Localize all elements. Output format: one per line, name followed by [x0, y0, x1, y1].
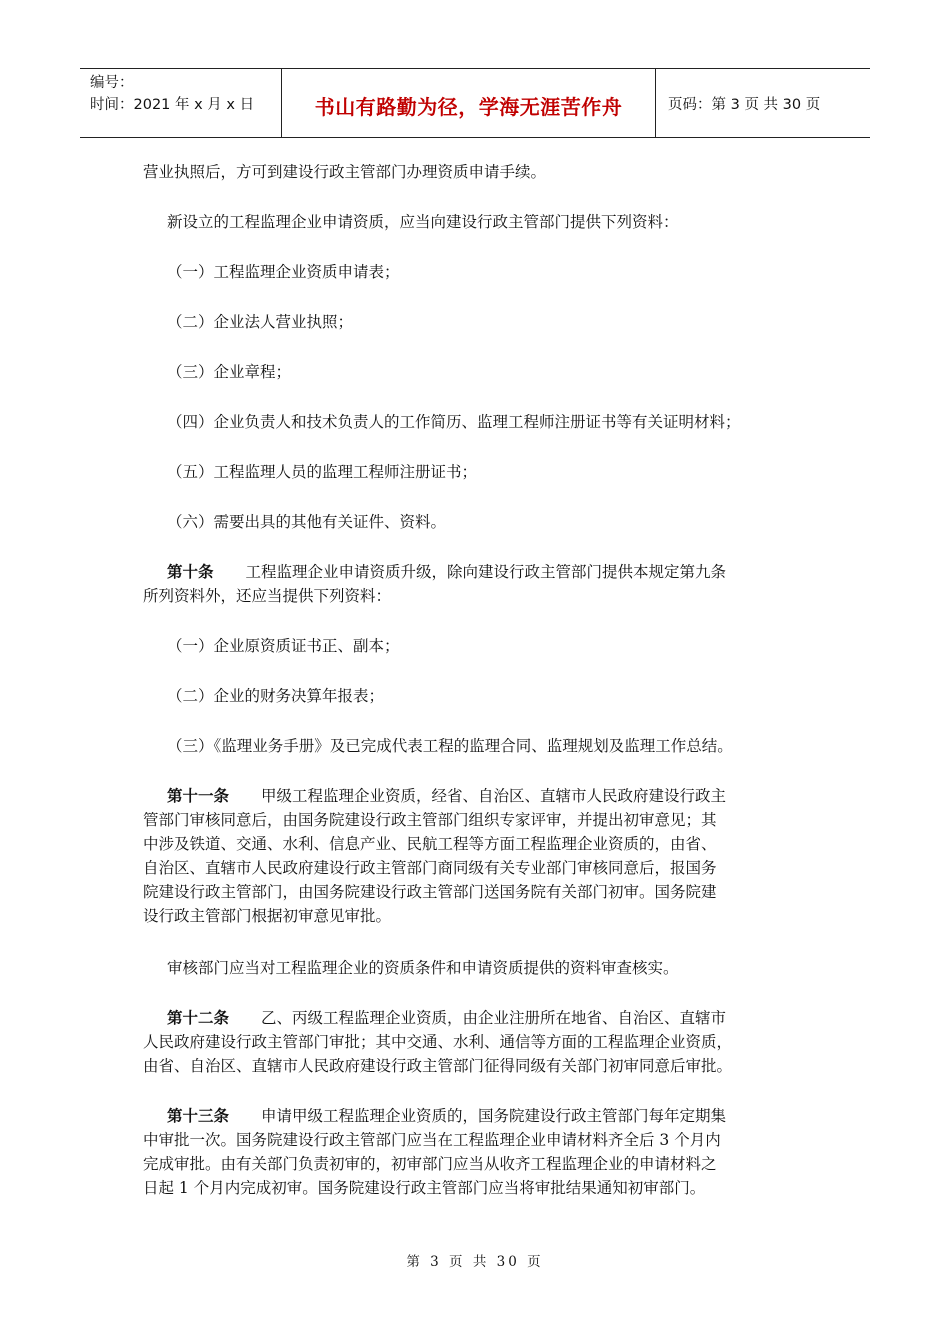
document-header	[80, 68, 870, 138]
paragraph: 审核部门应当对工程监理企业的资质条件和申请资质提供的资料审查核实。	[167, 959, 679, 977]
list-item: （四）企业负责人和技术负责人的工作简历、监理工程师注册证书等有关证明材料；	[167, 413, 741, 431]
article-text-line: 人民政府建设行政主管部门审批；其中交通、水利、通信等方面的工程监理企业资质，	[143, 1033, 733, 1051]
article-12	[143, 1006, 837, 1030]
header-motto: 书山有路勤为径，学海无涯苦作舟	[314, 95, 623, 119]
page-footer: 第 3 页 共 30 页	[406, 1254, 544, 1270]
article-text-line: 中审批一次。国务院建设行政主管部门应当在工程监理企业申请材料齐全后 3 个月内	[143, 1131, 721, 1149]
article-text-line: 完成审批。由有关部门负责初审的，初审部门应当从收齐工程监理企业的申请材料之	[143, 1155, 717, 1173]
article-text: 乙、丙级工程监理企业资质，由企业注册所在地省、自治区、直辖市	[261, 1009, 727, 1027]
article-text-line: 院建设行政主管部门，由国务院建设行政主管部门送国务院有关部门初审。国务院建	[143, 883, 717, 901]
article-13	[143, 1104, 837, 1128]
article-text: 工程监理企业申请资质升级，除向建设行政主管部门提供本规定第九条	[245, 563, 727, 581]
list-item: （六）需要出具的其他有关证件、资料。	[167, 513, 447, 531]
list-item: （三）企业章程；	[167, 363, 292, 381]
article-text: 甲级工程监理企业资质，经省、自治区、直辖市人民政府建设行政主	[261, 787, 727, 805]
article-11	[143, 784, 837, 808]
article-10	[143, 560, 837, 584]
document-number-label: 编号：	[90, 75, 134, 91]
article-text-line: 设行政主管部门根据初审意见审批。	[143, 907, 392, 925]
article-title: 第十二条	[167, 1009, 230, 1027]
article-text-line: 中涉及铁道、交通、水利、信息产业、民航工程等方面工程监理企业资质的，由省、	[143, 835, 717, 853]
paragraph: 新设立的工程监理企业申请资质，应当向建设行政主管部门提供下列资料：	[167, 213, 679, 231]
article-text-line: 所列资料外，还应当提供下列资料：	[143, 587, 392, 605]
list-item: （一）工程监理企业资质申请表；	[167, 263, 400, 281]
header-motto-cell	[281, 69, 656, 137]
article-title: 第十三条	[167, 1107, 230, 1125]
header-meta-cell	[80, 69, 280, 137]
header-page-cell	[656, 69, 870, 137]
paragraph: 营业执照后，方可到建设行政主管部门办理资质申请手续。	[143, 163, 547, 181]
article-title: 第十条	[167, 563, 214, 581]
article-text-line: 自治区、直辖市人民政府建设行政主管部门商同级有关专业部门审核同意后，报国务	[143, 859, 717, 877]
article-text-line: 日起 1 个月内完成初审。国务院建设行政主管部门应当将审批结果通知初审部门。	[143, 1179, 706, 1197]
list-item: （三）《监理业务手册》及已完成代表工程的监理合同、监理规划及监理工作总结。	[167, 737, 733, 755]
header-page-info: 页码：第 3 页 共 30 页	[668, 97, 821, 113]
list-item: （二）企业的财务决算年报表；	[167, 687, 385, 705]
list-item: （二）企业法人营业执照；	[167, 313, 354, 331]
article-text-line: 由省、自治区、直辖市人民政府建设行政主管部门征得同级有关部门初审同意后审批。	[143, 1057, 733, 1075]
article-title: 第十一条	[167, 787, 230, 805]
article-text: 申请甲级工程监理企业资质的，国务院建设行政主管部门每年定期集	[261, 1107, 727, 1125]
article-text-line: 管部门审核同意后，由国务院建设行政主管部门组织专家评审，并提出初审意见；其	[143, 811, 717, 829]
document-time-label: 时间：2021 年 x 月 x 日	[90, 97, 255, 113]
list-item: （一）企业原资质证书正、副本；	[167, 637, 400, 655]
list-item: （五）工程监理人员的监理工程师注册证书；	[167, 463, 478, 481]
